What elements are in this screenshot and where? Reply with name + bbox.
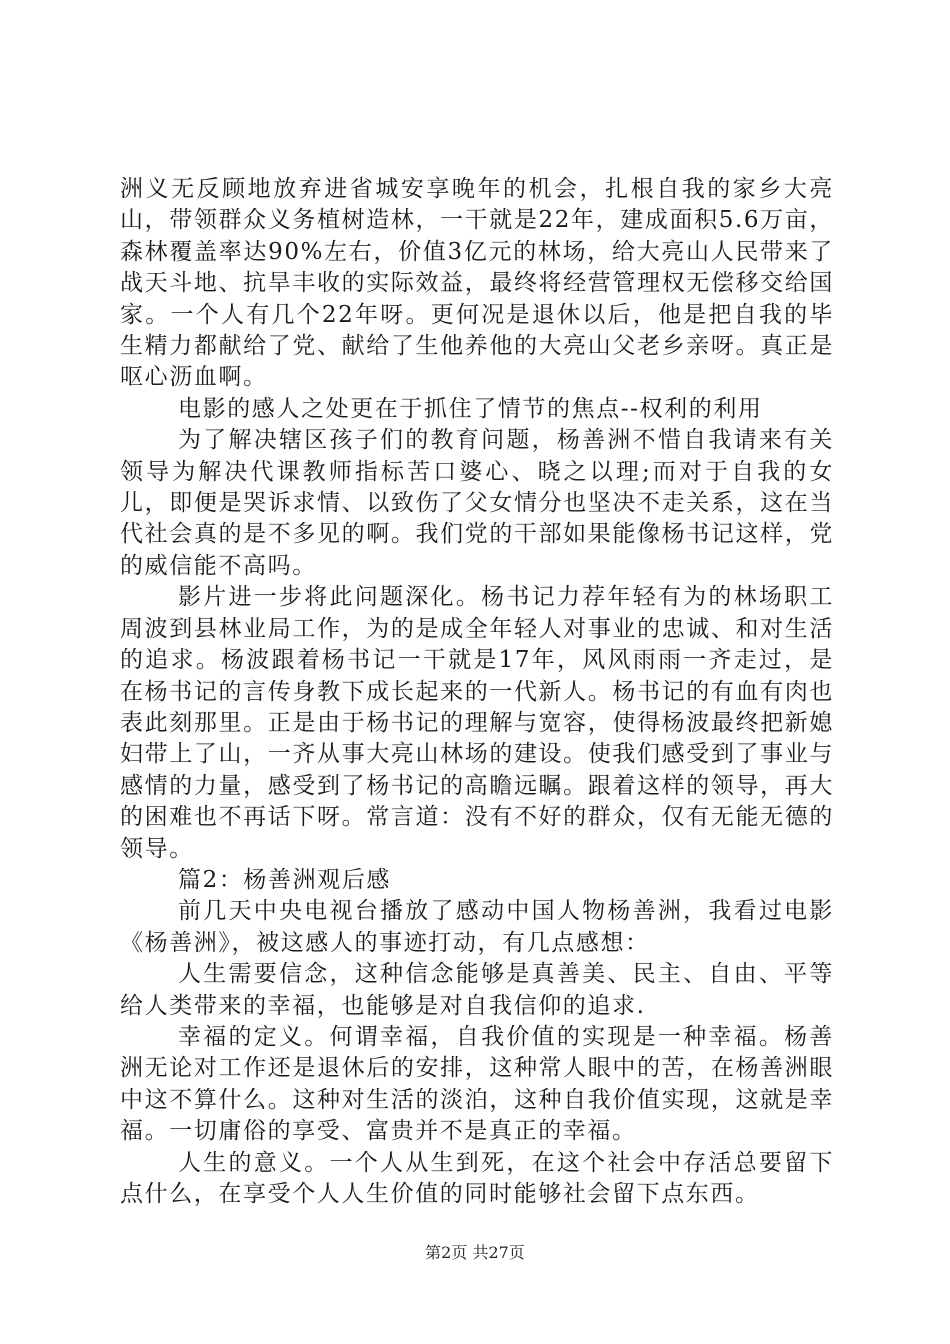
- paragraph-6: 前几天中央电视台播放了感动中国人物杨善洲，我看过电影《杨善洲》，被这感人的事迹打动，有几点感想：: [120, 898, 834, 956]
- document-body: [120, 174, 834, 1210]
- paragraph-9: 人生的意义。一个人从生到死，在这个社会中存活总要留下点什么，在享受个人人生价值的同时能够社会留下点东西。: [120, 1149, 834, 1207]
- paragraph-1: 洲义无反顾地放弃进省城安享晚年的机会，扎根自我的家乡大亮山，带领群众义务植树造林，一干就是22年，建成面积5.6万亩，森林覆盖率达90%左右，价值3亿元的林场，给大亮山人民带来了战天斗地、抗旱丰收的实际效益，最终将经营管理权无偿移交给国家。一个人有几个22年呀。更何况是退休以后，他是把自我的毕生精力都献给了党、献给了生他养他的大亮山父老乡亲呀。真正是呕心沥血啊。: [120, 176, 834, 391]
- paragraph-2: 电影的感人之处更在于抓住了情节的焦点--权利的利用: [178, 395, 763, 422]
- paragraph-7: 人生需要信念，这种信念能够是真善美、民主、自由、平等给人类带来的幸福，也能够是对自我信仰的追求.: [120, 961, 834, 1019]
- page-footer: 第2页 共27页: [425, 1243, 525, 1262]
- paragraph-4: 影片进一步将此问题深化。杨书记力荐年轻有为的林场职工周波到县林业局工作，为的是成全年轻人对事业的忠诚、和对生活的追求。杨波跟着杨书记一干就是17年，风风雨雨一齐走过，是在杨书记的言传身教下成长起来的一代新人。杨书记的有血有肉也表此刻那里。正是由于杨书记的理解与宽容，使得杨波最终把新媳妇带上了山，一齐从事大亮山林场的建设。使我们感受到了事业与感情的力量，感受到了杨书记的高瞻远瞩。跟着这样的领导，再大的困难也不再话下呀。常言道：没有不好的群众，仅有无能无德的领导。: [120, 584, 834, 862]
- section-heading: 篇2：杨善洲观后感: [178, 866, 392, 893]
- paragraph-8: 幸福的定义。何谓幸福，自我价值的实现是一种幸福。杨善洲无论对工作还是退休后的安排，这种常人眼中的苦，在杨善洲眼中这不算什么。这种对生活的淡泊，这种自我价值实现，这就是幸福。一切庸俗的享受、富贵并不是真正的幸福。: [120, 1023, 834, 1145]
- paragraph-3: 为了解决辖区孩子们的教育问题，杨善洲不惜自我请来有关领导为解决代课教师指标苦口婆心、晓之以理;而对于自我的女儿，即便是哭诉求情、以致伤了父女情分也坚决不走关系，这在当代社会真的是不多见的啊。我们党的干部如果能像杨书记这样，党的威信能不高吗。: [120, 427, 834, 579]
